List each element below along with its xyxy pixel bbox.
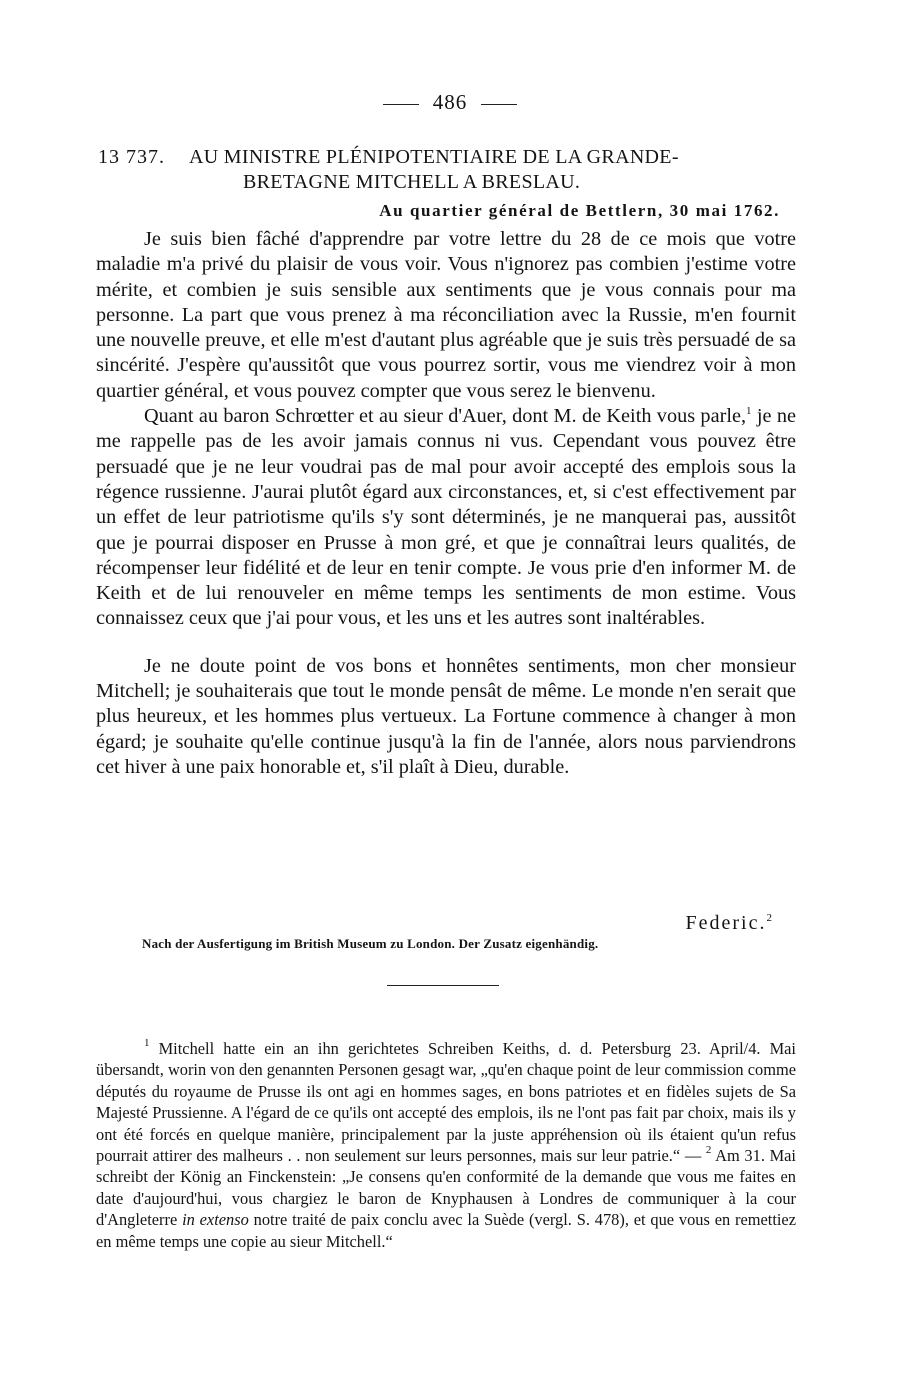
footnote-ref-1: 1 <box>746 405 752 418</box>
footnote-italic-phrase: in extenso <box>182 1210 249 1230</box>
page-number: 486 <box>432 90 468 114</box>
header-dash-right <box>481 104 517 105</box>
footnote-marker-1: 1 <box>144 1037 150 1049</box>
paragraph-2 <box>96 404 796 632</box>
header-dash-left <box>383 104 419 105</box>
page-header <box>0 90 900 115</box>
paragraph-1: Je suis bien fâché d'apprendre par votre lettre du 28 de ce mois que votre maladie m'a privé du plaisir de vous voir. Vous n'ignorez pas combien j'estime votre mérite, et combien je suis sensible aux sentiments que je vous connais pour ma personne. La part que vous prenez à ma réconciliation avec la Russie, m'en fournit une nouvelle preuve, et elle m'est d'autant plus agréable que je suis très persuadé de sa sincérité. J'espère qu'aussitôt que vous pourrez sortir, vous me viendrez voir à mon quartier général, et vous pouvez compter que vous serez le bienvenu. <box>96 228 797 402</box>
footnote-block <box>96 1038 796 1252</box>
footnote-text-2a: Am 31. Mai schreibt der König an Finckenstein: „Je consens qu'en conformité de la demande que vous me faites en date d'aujourd'hui, vous chargiez le baron de Knyphausen à Londres de communiquer à la cour d'Angleterre <box>96 1146 796 1230</box>
source-note: Nach der Ausfertigung im British Museum zu London. Der Zusatz eigenhändig. <box>142 936 599 951</box>
letter-title-line-2: BRETAGNE MITCHELL A BRESLAU. <box>243 171 581 193</box>
footnote-marker-2: 2 <box>705 1144 712 1157</box>
footnote-ref-2: 2 <box>766 912 774 924</box>
paragraph-3: Je ne doute point de vos bons et honnêtes sentiments, mon cher monsieur Mitchell; je souhaiterais que tout le monde pensât de même. Le monde n'en serait que plus heureux, et les hommes plus vertueux. La Fortune commence à changer à mon égard; je souhaite qu'elle continue jusqu'à la fin de l'année, alors nous parviendrons cet hiver à une paix honorable et, s'il plaît à Dieu, durable. <box>96 654 796 778</box>
footnote-text-2b: notre traité de paix conclu avec la Suède (vergl. S. 478), et que vous en remettiez en même temps une copie au sieur Mitchell.“ <box>96 1210 796 1251</box>
letter-number: 13 737. <box>98 146 165 168</box>
footnote-text-1: Mitchell hatte ein an ihn gerichtetes Schreiben Keiths, d. d. Petersburg 23. April/4. Mai übersandt, worin von den genannten Personen gesagt war, „qu'en chaque point de leur commission comme députés du royaume de Prusse ils ont agi en hommes sages, en bons patriotes et en fidèles sujets de Sa Majesté Prussienne. A l'égard de ce qu'ils ont accepté des emplois, ils ne l'ont pas fait par choix, mais ils y ont été forcés en quelque manière, principalement par la juste appréhension où ils étaient qu'un refus pourrait attirer des malheurs . . non seulement sur leurs personnes, mais sur leur patrie.“ — <box>96 1039 796 1166</box>
footnote-separator <box>387 985 499 986</box>
paragraph-2-part-1: Quant au baron Schrœtter et au sieur d'Auer, dont M. de Keith vous parle, <box>144 405 747 428</box>
dateline: Au quartier général de Bettlern, 30 mai 1762. <box>379 201 780 220</box>
letter-heading <box>98 145 798 195</box>
signature <box>98 912 774 935</box>
letter-title-line-1: AU MINISTRE PLÉNIPOTENTIAIRE DE LA GRANDE- <box>189 146 679 168</box>
letter-body <box>96 227 796 780</box>
signature-name: Federic. <box>685 912 767 934</box>
footnotes <box>96 1038 796 1252</box>
paragraph-2-part-2: je ne me rappelle pas de les avoir jamais connus ni vus. Cependant vous pouvez être persuadé que je ne leur voudrai pas de mal pour avoir accepté des emplois sous la régence russienne. J'aurai plutôt égard aux circonstances, et, si c'est effectivement par un effet de leur patriotisme qu'ils s'y sont déterminés, je ne manquerai pas, aussitôt que je pourrai disposer en Prusse à mon gré, et que je connaîtrai leurs qualités, de récompenser leur fidélité et de leur en tenir compte. Je vous prie d'en informer M. de Keith et de lui renouveler en même temps les sentiments de mon estime. Vous connaissez ceux que j'ai pour vous, et les uns et les autres sont inaltérables. <box>96 405 796 630</box>
